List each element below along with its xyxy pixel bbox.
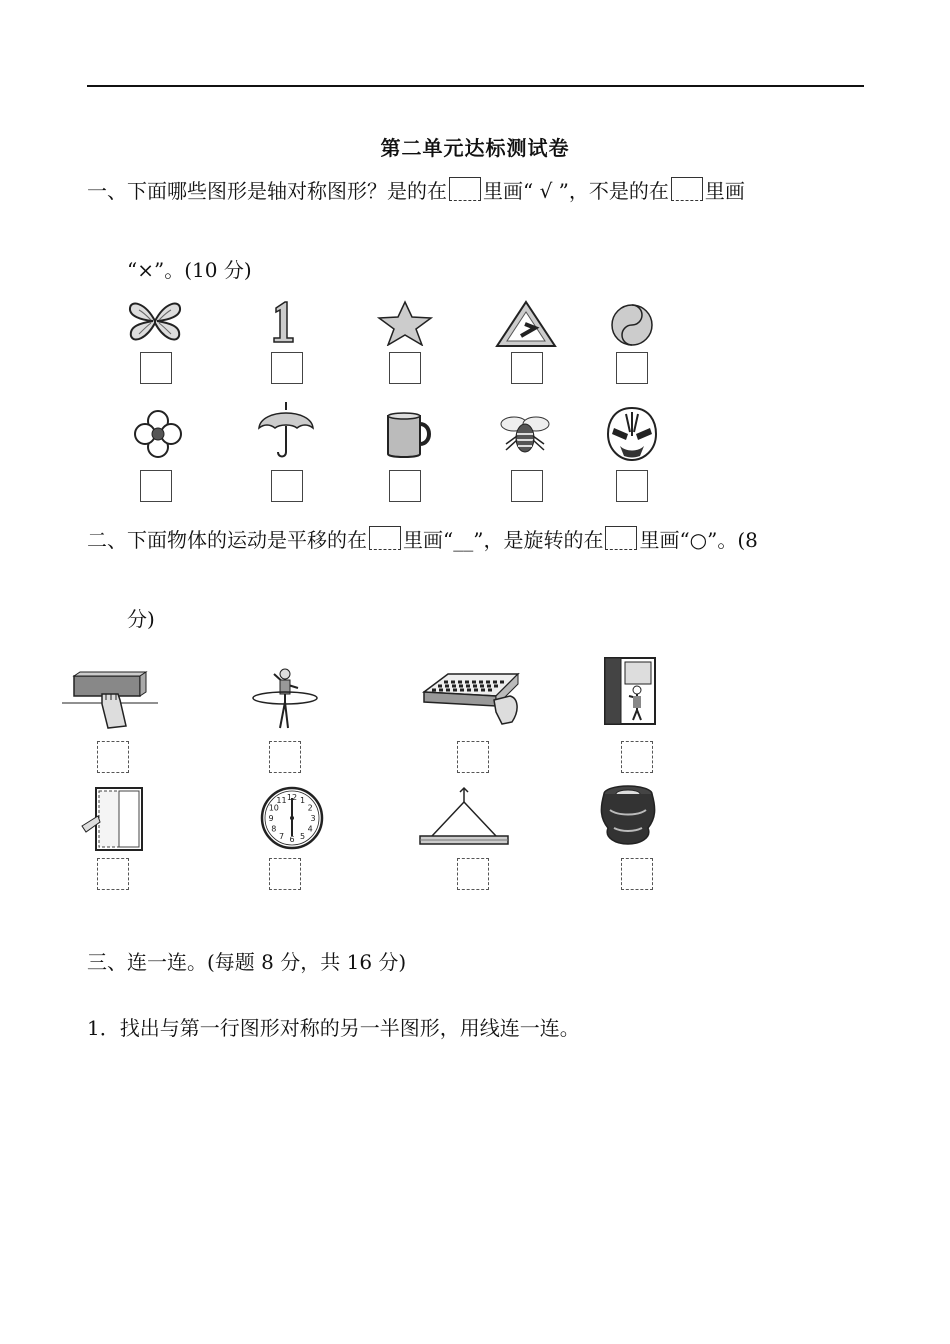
q1-text-4: “×”。(10 分)	[127, 258, 252, 282]
bee-icon	[498, 410, 552, 460]
q2-answer-box-2[interactable]	[269, 741, 301, 773]
clock-number: 9	[268, 814, 274, 823]
clock-number: 10	[268, 803, 279, 813]
clock-icon	[260, 786, 324, 850]
clock-number: 11	[276, 795, 287, 805]
q1-answer-box-4[interactable]	[511, 352, 543, 384]
q3-item-1: 1．找出与第一行图形对称的另一半图形，用线连一连。	[87, 1016, 580, 1040]
pushing-box-icon	[62, 670, 158, 730]
sliding-window-icon	[80, 786, 144, 852]
q2-answer-box-3[interactable]	[457, 741, 489, 773]
q1-text-1: 一、下面哪些图形是轴对称图形？是的在	[87, 179, 447, 203]
clock-number: 5	[299, 832, 306, 842]
mug-icon	[384, 410, 436, 460]
q2-text-3: 里画“○”。(8	[639, 528, 758, 552]
clock-number: 6	[289, 835, 295, 844]
butterfly-icon	[127, 298, 183, 344]
star-icon	[376, 300, 434, 346]
q1-answer-box-2[interactable]	[271, 352, 303, 384]
clock-number: 12	[286, 793, 298, 802]
q2-text-2: 里画“__”，是旋转的在	[403, 528, 604, 552]
q3-heading: 三、连一连。(每题 8 分，共 16 分)	[87, 950, 407, 974]
abacus-icon	[422, 670, 522, 726]
q2-answer-box-6[interactable]	[269, 858, 301, 890]
q2-answer-box-1[interactable]	[97, 741, 129, 773]
clock-number: 3	[310, 814, 316, 823]
q1-answer-box-1[interactable]	[140, 352, 172, 384]
q1-answer-box-7[interactable]	[271, 470, 303, 502]
clock-number: 4	[307, 824, 313, 834]
q1-text-3: 里画	[704, 179, 745, 203]
q2-text-1: 二、下面物体的运动是平移的在	[87, 528, 367, 552]
q2-text-4: 分)	[127, 607, 155, 631]
q2-inline-box-2	[605, 526, 637, 550]
q1-answer-box-9[interactable]	[511, 470, 543, 502]
q1-answer-box-6[interactable]	[140, 470, 172, 502]
q2-answer-box-5[interactable]	[97, 858, 129, 890]
yin-yang-ball-icon	[610, 303, 654, 347]
clock-number: 1	[299, 795, 306, 805]
clock-number: 2	[307, 803, 313, 813]
q1-answer-box-5[interactable]	[616, 352, 648, 384]
top-rule	[87, 85, 864, 87]
q1-line-1	[87, 175, 745, 204]
q1-inline-box-2	[671, 177, 703, 201]
q1-inline-box-1	[449, 177, 481, 201]
yo-yo-icon	[598, 784, 658, 846]
q1-answer-box-3[interactable]	[389, 352, 421, 384]
q2-answer-box-4[interactable]	[621, 741, 653, 773]
crane-lift-icon	[414, 786, 514, 852]
umbrella-icon	[256, 400, 316, 460]
clock-number: 8	[271, 824, 277, 834]
q1-answer-box-8[interactable]	[389, 470, 421, 502]
flower-icon	[133, 410, 183, 458]
hula-hoop-icon	[250, 666, 320, 734]
q1-answer-box-10[interactable]	[616, 470, 648, 502]
q2-line-1	[87, 524, 758, 553]
q2-inline-box-1	[369, 526, 401, 550]
page-title: 第二单元达标测试卷	[380, 136, 570, 160]
clock-number: 7	[278, 832, 285, 842]
opera-mask-icon	[606, 406, 658, 462]
q2-answer-box-8[interactable]	[621, 858, 653, 890]
sliding-door-icon	[603, 656, 657, 726]
digit-one-icon	[268, 300, 298, 344]
q1-text-2: 里画“ √ ”，不是的在	[483, 179, 669, 203]
triangle-sign-icon	[495, 300, 557, 348]
q2-answer-box-7[interactable]	[457, 858, 489, 890]
